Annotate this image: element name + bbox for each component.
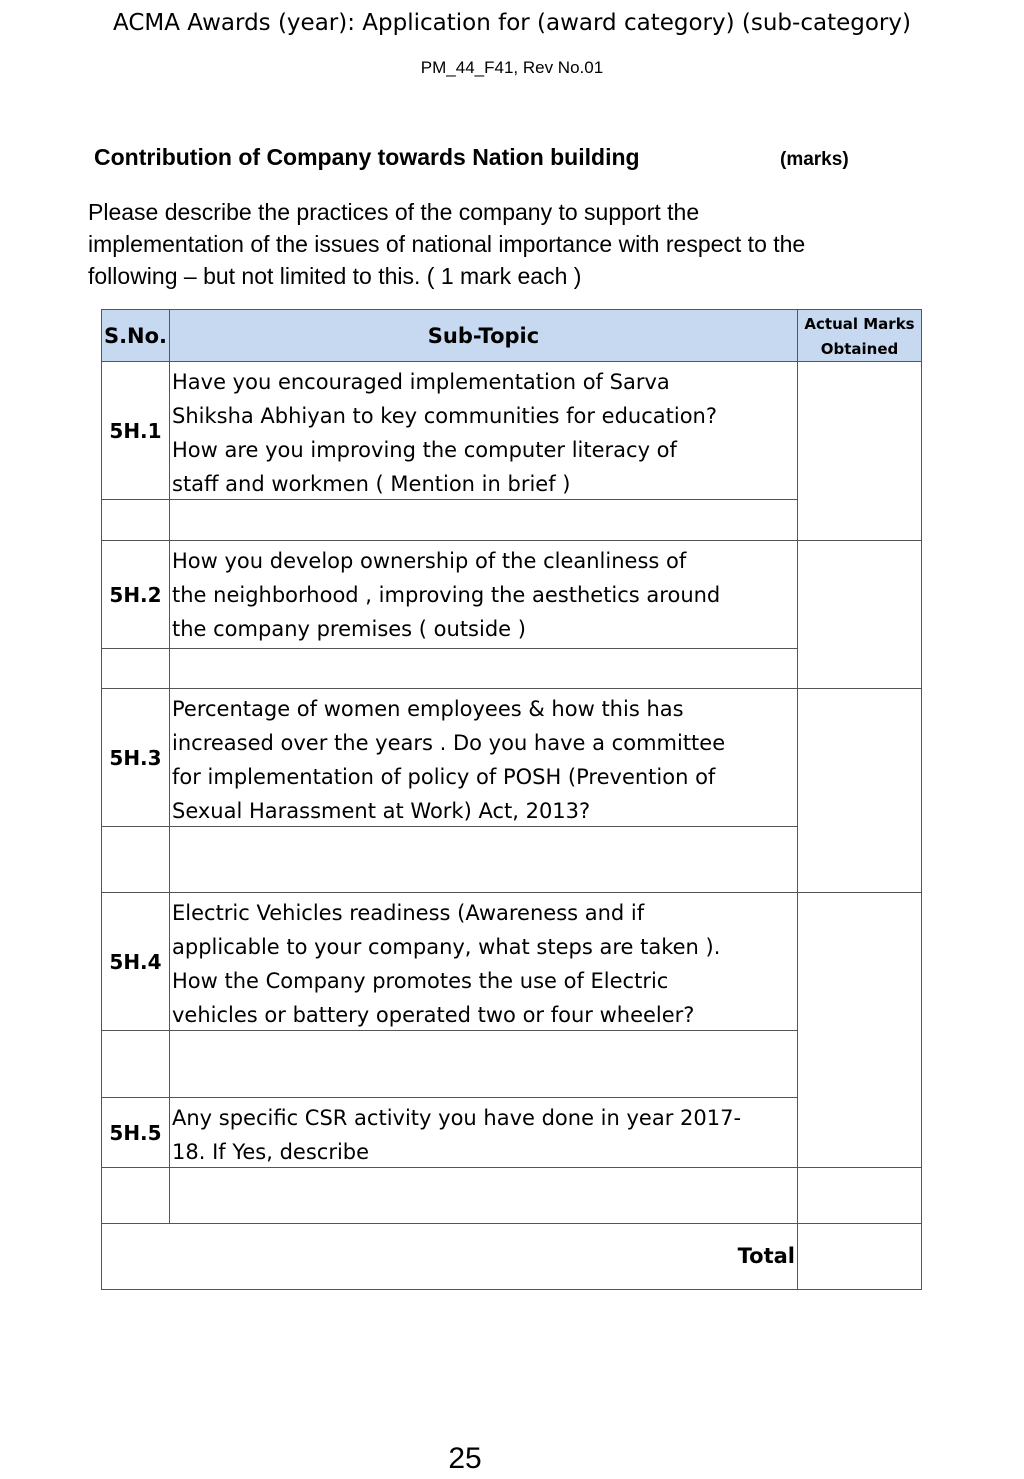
answer-cell[interactable]	[169, 648, 798, 689]
marks-cell[interactable]	[797, 361, 922, 541]
intro-line: Please describe the practices of the company to support the	[88, 199, 700, 225]
marks-cell[interactable]	[797, 1167, 922, 1224]
row-sno: 5H.4	[101, 892, 170, 1031]
answer-cell[interactable]	[169, 1030, 798, 1098]
header-marks: Actual Marks Obtained	[797, 309, 922, 362]
document-title: ACMA Awards (year): Application for (award category) (sub-category)	[113, 10, 911, 36]
row-sno: 5H.5	[101, 1097, 170, 1168]
blank-cell	[101, 1167, 170, 1224]
total-label: Total	[101, 1223, 798, 1290]
form-code: PM_44_F41, Rev No.01	[420, 58, 604, 77]
answer-cell[interactable]	[169, 499, 798, 541]
header-sno: S.No.	[101, 309, 170, 362]
row-subtopic: Have you encouraged implementation of Sarva Shiksha Abhiyan to key communities for education? How are you improving the computer literacy of staff and workmen ( Mention in brief )	[169, 361, 798, 500]
intro-line: implementation of the issues of national importance with respect to the	[88, 231, 806, 257]
marks-cell[interactable]	[797, 540, 922, 689]
header-subtopic: Sub-Topic	[169, 309, 798, 362]
blank-cell	[101, 648, 170, 689]
row-subtopic: Any specific CSR activity you have done in year 2017- 18. If Yes, describe	[169, 1097, 798, 1168]
answer-cell[interactable]	[169, 826, 798, 893]
blank-cell	[101, 1030, 170, 1098]
row-sno: 5H.2	[101, 540, 170, 649]
marks-cell[interactable]	[797, 688, 922, 893]
row-subtopic: Percentage of women employees & how this has increased over the years . Do you have a committee for implementation of policy of POSH (Prevention of Sexual Harassment at Work) Act, 2013?	[169, 688, 798, 827]
total-marks-cell[interactable]	[797, 1223, 922, 1290]
intro-paragraph	[88, 196, 948, 292]
subtopic-table	[102, 310, 922, 1291]
page-number: 25	[448, 1442, 482, 1475]
row-subtopic: Electric Vehicles readiness (Awareness and if applicable to your company, what steps are taken ). How the Company promotes the use of Electric vehicles or battery operated two or four wheeler?	[169, 892, 798, 1031]
answer-cell[interactable]	[169, 1167, 798, 1224]
row-subtopic: How you develop ownership of the cleanliness of the neighborhood , improving the aesthetics around the company premises ( outside )	[169, 540, 798, 649]
blank-cell	[101, 826, 170, 893]
marks-label: (marks)	[780, 149, 849, 170]
section-heading: Contribution of Company towards Nation building	[94, 144, 640, 170]
row-sno: 5H.1	[101, 361, 170, 500]
marks-cell[interactable]	[797, 892, 922, 1168]
blank-cell	[101, 499, 170, 541]
row-sno: 5H.3	[101, 688, 170, 827]
intro-line: following – but not limited to this. ( 1 mark each )	[88, 263, 582, 289]
